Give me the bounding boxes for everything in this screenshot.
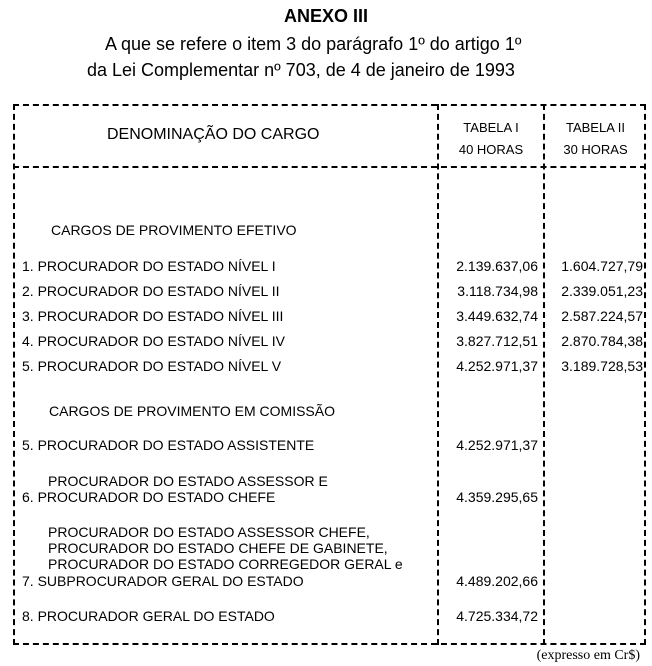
section-efetivo: CARGOS DE PROVIMENTO EFETIVO — [51, 222, 297, 238]
column-divider-2 — [543, 104, 545, 645]
row-value-tabela-1: 2.139.637,06 — [456, 258, 538, 274]
row-label: 5. PROCURADOR DO ESTADO ASSISTENTE — [22, 437, 315, 453]
column-header-tabela-1-title: TABELA I — [463, 120, 519, 135]
row-value-tabela-2: 2.339.051,23 — [561, 283, 643, 299]
row-value-tabela-1: 4.725.334,72 — [456, 608, 538, 624]
row-label: 3. PROCURADOR DO ESTADO NÍVEL III — [22, 308, 284, 324]
subtitle-line-1: A que se refere o item 3 do parágrafo 1º do artigo 1º — [105, 34, 522, 54]
row-label: 5. PROCURADOR DO ESTADO NÍVEL V — [22, 358, 282, 374]
row-value-tabela-1: 4.252.971,37 — [456, 358, 538, 374]
currency-note: (expresso em Cr$) — [536, 648, 640, 663]
column-header-tabela-1-hours: 40 HORAS — [458, 142, 524, 157]
document-title: ANEXO III — [283, 6, 368, 26]
row-label-line: 7. SUBPROCURADOR GERAL DO ESTADO — [22, 573, 304, 589]
row-value-tabela-1: 4.489.202,66 — [456, 573, 538, 589]
column-header-tabela-2-title: TABELA II — [565, 120, 625, 135]
row-label-line: PROCURADOR DO ESTADO CHEFE DE GABINETE, — [48, 540, 388, 556]
row-label: 2. PROCURADOR DO ESTADO NÍVEL II — [22, 283, 280, 299]
row-label-line: PROCURADOR DO ESTADO ASSESSOR CHEFE, — [48, 524, 370, 540]
row-label: 8. PROCURADOR GERAL DO ESTADO — [22, 608, 275, 624]
row-label: 4. PROCURADOR DO ESTADO NÍVEL IV — [22, 333, 285, 349]
column-header-cargo: DENOMINAÇÃO DO CARGO — [107, 126, 320, 143]
row-label-line: 6. PROCURADOR DO ESTADO CHEFE — [22, 489, 276, 505]
column-header-tabela-2-hours: 30 HORAS — [563, 142, 628, 157]
row-value-tabela-1: 4.359.295,65 — [456, 489, 538, 505]
row-value-tabela-2: 1.604.727,79 — [561, 258, 643, 274]
row-value-tabela-2: 2.587.224,57 — [561, 308, 643, 324]
row-value-tabela-2: 2.870.784,38 — [561, 333, 643, 349]
row-value-tabela-2: 3.189.728,53 — [561, 358, 643, 374]
column-header-tabela-2 — [545, 117, 646, 161]
section-comissao: CARGOS DE PROVIMENTO EM COMISSÃO — [49, 403, 336, 419]
row-value-tabela-1: 4.252.971,37 — [456, 437, 538, 453]
subtitle-line-2: da Lei Complementar nº 703, de 4 de janeiro de 1993 — [87, 60, 515, 80]
row-value-tabela-1: 3.118.734,98 — [457, 283, 538, 299]
row-label-line: PROCURADOR DO ESTADO CORREGEDOR GERAL e — [48, 556, 403, 572]
column-header-tabela-1 — [439, 117, 543, 161]
row-value-tabela-1: 3.449.632,74 — [456, 308, 538, 324]
row-label-line: PROCURADOR DO ESTADO ASSESSOR E — [48, 473, 328, 489]
column-divider-1 — [437, 104, 439, 645]
row-value-tabela-1: 3.827.712,51 — [456, 333, 538, 349]
header-divider — [13, 166, 646, 168]
row-label: 1. PROCURADOR DO ESTADO NÍVEL I — [22, 258, 276, 274]
